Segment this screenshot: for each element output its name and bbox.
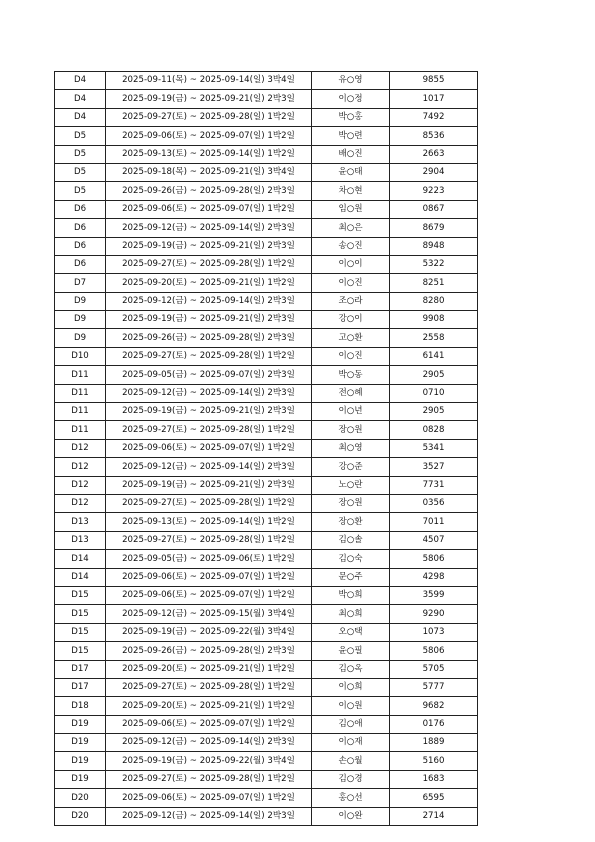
code-cell: 9223 [390,182,478,200]
table-row [55,494,478,512]
guest-name-cell: 이○이 [312,255,390,273]
table-row [55,789,478,807]
code-cell: 2558 [390,329,478,347]
site-cell: D17 [55,660,106,678]
period-cell: 2025-09-26(금) ~ 2025-09-28(일) 2박3일 [106,642,312,660]
table-row [55,421,478,439]
site-cell: D19 [55,770,106,788]
period-cell: 2025-09-20(토) ~ 2025-09-21(일) 1박2일 [106,660,312,678]
site-cell: D15 [55,586,106,604]
site-cell: D9 [55,329,106,347]
table-row [55,678,478,696]
table-row [55,531,478,549]
table-row [55,642,478,660]
table-row [55,403,478,421]
guest-name-cell: 노○란 [312,476,390,494]
code-cell: 2714 [390,807,478,825]
guest-name-cell: 배○진 [312,145,390,163]
table-row [55,237,478,255]
guest-name-cell: 장○환 [312,513,390,531]
site-cell: D10 [55,347,106,365]
guest-name-cell: 이○희 [312,678,390,696]
period-cell: 2025-09-27(토) ~ 2025-09-28(일) 1박2일 [106,421,312,439]
table-row [55,660,478,678]
site-cell: D13 [55,531,106,549]
code-cell: 0828 [390,421,478,439]
guest-name-cell: 조○라 [312,292,390,310]
period-cell: 2025-09-27(토) ~ 2025-09-28(일) 1박2일 [106,347,312,365]
guest-name-cell: 이○정 [312,90,390,108]
period-cell: 2025-09-11(목) ~ 2025-09-14(일) 3박4일 [106,72,312,90]
site-cell: D19 [55,715,106,733]
table-row [55,458,478,476]
site-cell: D6 [55,219,106,237]
period-cell: 2025-09-12(금) ~ 2025-09-15(월) 3박4일 [106,605,312,623]
period-cell: 2025-09-19(금) ~ 2025-09-21(일) 2박3일 [106,311,312,329]
table-row [55,623,478,641]
guest-name-cell: 이○원 [312,697,390,715]
table-row [55,274,478,292]
table-row [55,770,478,788]
site-cell: D15 [55,623,106,641]
period-cell: 2025-09-06(토) ~ 2025-09-07(일) 1박2일 [106,127,312,145]
site-cell: D20 [55,807,106,825]
code-cell: 2904 [390,163,478,181]
site-cell: D19 [55,734,106,752]
table-row [55,127,478,145]
table-row [55,347,478,365]
code-cell: 1017 [390,90,478,108]
guest-name-cell: 최○영 [312,439,390,457]
code-cell: 0710 [390,384,478,402]
code-cell: 6141 [390,347,478,365]
code-cell: 0867 [390,200,478,218]
table-row [55,568,478,586]
code-cell: 5341 [390,439,478,457]
table-row [55,311,478,329]
table-row [55,586,478,604]
period-cell: 2025-09-05(금) ~ 2025-09-07(일) 2박3일 [106,366,312,384]
code-cell: 8948 [390,237,478,255]
period-cell: 2025-09-20(토) ~ 2025-09-21(일) 1박2일 [106,274,312,292]
guest-name-cell: 박○홍 [312,108,390,126]
period-cell: 2025-09-26(금) ~ 2025-09-28(일) 2박3일 [106,329,312,347]
table-row [55,476,478,494]
period-cell: 2025-09-06(토) ~ 2025-09-07(일) 1박2일 [106,789,312,807]
period-cell: 2025-09-27(토) ~ 2025-09-28(일) 1박2일 [106,770,312,788]
site-cell: D6 [55,237,106,255]
period-cell: 2025-09-05(금) ~ 2025-09-06(토) 1박2일 [106,550,312,568]
code-cell: 1683 [390,770,478,788]
guest-name-cell: 이○완 [312,807,390,825]
code-cell: 5322 [390,255,478,273]
code-cell: 5777 [390,678,478,696]
table-row [55,108,478,126]
table-row [55,292,478,310]
period-cell: 2025-09-27(토) ~ 2025-09-28(일) 1박2일 [106,678,312,696]
table-row [55,715,478,733]
guest-name-cell: 송○진 [312,237,390,255]
table-row [55,145,478,163]
period-cell: 2025-09-19(금) ~ 2025-09-21(일) 2박3일 [106,403,312,421]
site-cell: D5 [55,163,106,181]
code-cell: 8251 [390,274,478,292]
code-cell: 5705 [390,660,478,678]
table-row [55,513,478,531]
period-cell: 2025-09-12(금) ~ 2025-09-14(일) 2박3일 [106,219,312,237]
guest-name-cell: 김○경 [312,770,390,788]
code-cell: 2905 [390,403,478,421]
site-cell: D19 [55,752,106,770]
guest-name-cell: 이○진 [312,274,390,292]
guest-name-cell: 오○택 [312,623,390,641]
site-cell: D7 [55,274,106,292]
period-cell: 2025-09-20(토) ~ 2025-09-21(일) 1박2일 [106,697,312,715]
guest-name-cell: 문○주 [312,568,390,586]
table-row [55,550,478,568]
guest-name-cell: 윤○태 [312,163,390,181]
code-cell: 8679 [390,219,478,237]
code-cell: 2905 [390,366,478,384]
table-row [55,752,478,770]
guest-name-cell: 장○원 [312,421,390,439]
guest-name-cell: 김○옥 [312,660,390,678]
code-cell: 9682 [390,697,478,715]
guest-name-cell: 홍○선 [312,789,390,807]
site-cell: D12 [55,439,106,457]
site-cell: D4 [55,72,106,90]
guest-name-cell: 윤○필 [312,642,390,660]
site-cell: D9 [55,292,106,310]
period-cell: 2025-09-19(금) ~ 2025-09-21(일) 2박3일 [106,90,312,108]
period-cell: 2025-09-27(토) ~ 2025-09-28(일) 1박2일 [106,108,312,126]
code-cell: 9855 [390,72,478,90]
table-row [55,72,478,90]
table-row [55,90,478,108]
guest-name-cell: 강○준 [312,458,390,476]
table-row [55,697,478,715]
guest-name-cell: 김○숙 [312,550,390,568]
code-cell: 7011 [390,513,478,531]
site-cell: D5 [55,182,106,200]
guest-name-cell: 손○월 [312,752,390,770]
code-cell: 7492 [390,108,478,126]
period-cell: 2025-09-12(금) ~ 2025-09-14(일) 2박3일 [106,807,312,825]
table-row [55,605,478,623]
site-cell: D14 [55,550,106,568]
code-cell: 1073 [390,623,478,641]
site-cell: D11 [55,403,106,421]
table-row [55,366,478,384]
period-cell: 2025-09-19(금) ~ 2025-09-22(월) 3박4일 [106,752,312,770]
site-cell: D18 [55,697,106,715]
site-cell: D20 [55,789,106,807]
table-row [55,384,478,402]
period-cell: 2025-09-06(토) ~ 2025-09-07(일) 1박2일 [106,200,312,218]
site-cell: D11 [55,421,106,439]
site-cell: D5 [55,145,106,163]
site-cell: D9 [55,311,106,329]
code-cell: 9290 [390,605,478,623]
site-cell: D11 [55,384,106,402]
period-cell: 2025-09-19(금) ~ 2025-09-21(일) 2박3일 [106,476,312,494]
code-cell: 0356 [390,494,478,512]
site-cell: D13 [55,513,106,531]
guest-name-cell: 임○원 [312,200,390,218]
guest-name-cell: 강○이 [312,311,390,329]
code-cell: 5806 [390,642,478,660]
site-cell: D12 [55,476,106,494]
period-cell: 2025-09-27(토) ~ 2025-09-28(일) 1박2일 [106,255,312,273]
site-cell: D6 [55,255,106,273]
code-cell: 4298 [390,568,478,586]
site-cell: D12 [55,458,106,476]
code-cell: 8536 [390,127,478,145]
guest-name-cell: 최○희 [312,605,390,623]
period-cell: 2025-09-13(토) ~ 2025-09-14(일) 1박2일 [106,513,312,531]
code-cell: 8280 [390,292,478,310]
period-cell: 2025-09-27(토) ~ 2025-09-28(일) 1박2일 [106,531,312,549]
site-cell: D17 [55,678,106,696]
reservation-table-body [55,72,478,826]
period-cell: 2025-09-27(토) ~ 2025-09-28(일) 1박2일 [106,494,312,512]
code-cell: 3599 [390,586,478,604]
guest-name-cell: 전○혜 [312,384,390,402]
period-cell: 2025-09-06(토) ~ 2025-09-07(일) 1박2일 [106,586,312,604]
code-cell: 5160 [390,752,478,770]
site-cell: D15 [55,642,106,660]
period-cell: 2025-09-26(금) ~ 2025-09-28(일) 2박3일 [106,182,312,200]
site-cell: D15 [55,605,106,623]
code-cell: 3527 [390,458,478,476]
table-row [55,255,478,273]
table-row [55,439,478,457]
period-cell: 2025-09-12(금) ~ 2025-09-14(일) 2박3일 [106,458,312,476]
guest-name-cell: 박○동 [312,366,390,384]
code-cell: 0176 [390,715,478,733]
guest-name-cell: 이○재 [312,734,390,752]
period-cell: 2025-09-19(금) ~ 2025-09-22(월) 3박4일 [106,623,312,641]
code-cell: 9908 [390,311,478,329]
site-cell: D4 [55,108,106,126]
site-cell: D4 [55,90,106,108]
guest-name-cell: 김○솔 [312,531,390,549]
guest-name-cell: 박○희 [312,586,390,604]
period-cell: 2025-09-19(금) ~ 2025-09-21(일) 2박3일 [106,237,312,255]
table-row [55,807,478,825]
guest-name-cell: 최○은 [312,219,390,237]
code-cell: 2663 [390,145,478,163]
code-cell: 1889 [390,734,478,752]
site-cell: D5 [55,127,106,145]
guest-name-cell: 이○진 [312,347,390,365]
table-row [55,182,478,200]
code-cell: 6595 [390,789,478,807]
period-cell: 2025-09-06(토) ~ 2025-09-07(일) 1박2일 [106,715,312,733]
guest-name-cell: 김○애 [312,715,390,733]
guest-name-cell: 이○년 [312,403,390,421]
guest-name-cell: 고○환 [312,329,390,347]
period-cell: 2025-09-13(토) ~ 2025-09-14(일) 1박2일 [106,145,312,163]
code-cell: 4507 [390,531,478,549]
period-cell: 2025-09-12(금) ~ 2025-09-14(일) 2박3일 [106,734,312,752]
site-cell: D14 [55,568,106,586]
table-row [55,219,478,237]
period-cell: 2025-09-12(금) ~ 2025-09-14(일) 2박3일 [106,384,312,402]
reservation-table [54,71,478,826]
site-cell: D6 [55,200,106,218]
period-cell: 2025-09-12(금) ~ 2025-09-14(일) 2박3일 [106,292,312,310]
period-cell: 2025-09-18(목) ~ 2025-09-21(일) 3박4일 [106,163,312,181]
period-cell: 2025-09-06(토) ~ 2025-09-07(일) 1박2일 [106,568,312,586]
table-row [55,163,478,181]
guest-name-cell: 박○련 [312,127,390,145]
table-row [55,734,478,752]
period-cell: 2025-09-06(토) ~ 2025-09-07(일) 1박2일 [106,439,312,457]
guest-name-cell: 차○현 [312,182,390,200]
site-cell: D11 [55,366,106,384]
code-cell: 7731 [390,476,478,494]
guest-name-cell: 유○영 [312,72,390,90]
code-cell: 5806 [390,550,478,568]
table-row [55,329,478,347]
guest-name-cell: 장○원 [312,494,390,512]
table-row [55,200,478,218]
site-cell: D12 [55,494,106,512]
